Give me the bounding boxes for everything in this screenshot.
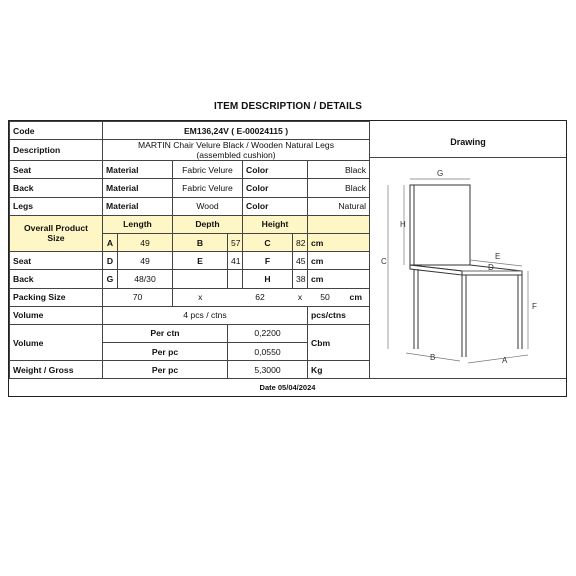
per-pc-label: Per pc — [103, 343, 228, 361]
back-dims-label: Back — [10, 270, 103, 288]
packing-x-2: x — [293, 288, 308, 306]
label-e: E — [495, 252, 501, 261]
seat-material-label: Material — [103, 161, 173, 179]
height-header: Height — [243, 215, 308, 233]
letter-g: G — [103, 270, 118, 288]
document-title: ITEM DESCRIPTION / DETAILS — [214, 101, 362, 112]
packing-label: Packing Size — [10, 288, 103, 306]
label-f: F — [532, 302, 537, 311]
seat-dims-row — [10, 252, 370, 270]
label-h: H — [400, 220, 406, 229]
label-b: B — [430, 353, 436, 362]
length-header: Length — [103, 215, 173, 233]
back-material-row — [10, 179, 370, 197]
volume-cbm-label: Volume — [10, 324, 103, 360]
letter-h: H — [243, 270, 293, 288]
back-dims-row — [10, 270, 370, 288]
drawing-panel — [369, 121, 566, 378]
back-color-value: Black — [308, 179, 370, 197]
volume-pcs-unit: pcs/ctns — [308, 306, 370, 324]
weight-row — [10, 361, 370, 379]
depth-header: Depth — [173, 215, 243, 233]
description-line-1: MARTIN Chair Velure Black / Wooden Natural Legs — [138, 140, 335, 151]
legs-color-label: Color — [243, 197, 308, 215]
chair-backrest — [410, 185, 470, 265]
back-dims-unit: cm — [308, 270, 370, 288]
code-label: Code — [10, 122, 103, 140]
spec-sheet — [8, 120, 567, 397]
back-dims-blank-2 — [228, 270, 243, 288]
overall-size-label-line-2: Size — [47, 233, 65, 244]
per-ctn-value: 0,2200 — [228, 324, 308, 342]
seat-color-label: Color — [243, 161, 308, 179]
description-value — [103, 140, 370, 161]
volume-per-ctn-row — [10, 324, 370, 342]
legs-material-row — [10, 197, 370, 215]
volume-pcs-value: 4 pcs / ctns — [103, 306, 308, 324]
value-c: 82 — [293, 233, 308, 251]
seat-dims-label: Seat — [10, 252, 103, 270]
overall-size-label — [10, 215, 103, 251]
footer-date: Date 05/04/2024 — [9, 378, 566, 397]
letter-a: A — [103, 233, 118, 251]
legs-material-label: Material — [103, 197, 173, 215]
label-d: D — [488, 263, 494, 272]
overall-header-blank — [308, 215, 370, 233]
letter-d: D — [103, 252, 118, 270]
per-ctn-label: Per ctn — [103, 324, 228, 342]
weight-value: 5,3000 — [228, 361, 308, 379]
value-f: 45 — [293, 252, 308, 270]
weight-unit: Kg — [308, 361, 370, 379]
back-material-label: Material — [103, 179, 173, 197]
volume-cbm-unit: Cbm — [308, 324, 370, 360]
back-color-label: Color — [243, 179, 308, 197]
letter-e: E — [173, 252, 228, 270]
seat-material-value: Fabric Velure — [173, 161, 243, 179]
back-label: Back — [10, 179, 103, 197]
back-dims-blank-1 — [173, 270, 228, 288]
weight-label: Weight / Gross — [10, 361, 103, 379]
description-label: Description — [10, 140, 103, 161]
packing-width: 62 — [228, 288, 293, 306]
chair-diagram — [370, 159, 566, 377]
overall-unit: cm — [308, 233, 370, 251]
seat-label: Seat — [10, 161, 103, 179]
volume-pcs-label: Volume — [10, 306, 103, 324]
seat-color-value: Black — [308, 161, 370, 179]
per-pc-value: 0,0550 — [228, 343, 308, 361]
weight-per-pc-label: Per pc — [103, 361, 228, 379]
packing-length: 70 — [103, 288, 173, 306]
value-d: 49 — [118, 252, 173, 270]
value-a: 49 — [118, 233, 173, 251]
packing-unit: cm — [343, 288, 370, 306]
spec-table — [9, 121, 370, 379]
legs-material-value: Wood — [173, 197, 243, 215]
packing-row — [10, 288, 370, 306]
value-g: 48/30 — [118, 270, 173, 288]
seat-material-row — [10, 161, 370, 179]
value-b: 57 — [228, 233, 243, 251]
letter-f: F — [243, 252, 293, 270]
value-e: 41 — [228, 252, 243, 270]
description-row — [10, 140, 370, 161]
overall-size-label-line-1: Overall Product — [24, 223, 88, 234]
code-row — [10, 122, 370, 140]
packing-x-1: x — [173, 288, 228, 306]
value-h: 38 — [293, 270, 308, 288]
legs-color-value: Natural — [308, 197, 370, 215]
drawing-title: Drawing — [370, 121, 566, 158]
label-c: C — [381, 257, 387, 266]
letter-c: C — [243, 233, 293, 251]
dimension-line-a — [468, 355, 528, 363]
label-g: G — [437, 169, 444, 178]
description-line-2: (assembled cushion) — [196, 150, 276, 161]
back-material-value: Fabric Velure — [173, 179, 243, 197]
seat-dims-unit: cm — [308, 252, 370, 270]
volume-pcs-row — [10, 306, 370, 324]
overall-header-row — [10, 215, 370, 233]
label-a: A — [502, 356, 508, 365]
code-value: EM136,24V ( E-00024115 ) — [103, 122, 370, 140]
legs-label: Legs — [10, 197, 103, 215]
packing-height: 50 — [308, 288, 343, 306]
letter-b: B — [173, 233, 228, 251]
